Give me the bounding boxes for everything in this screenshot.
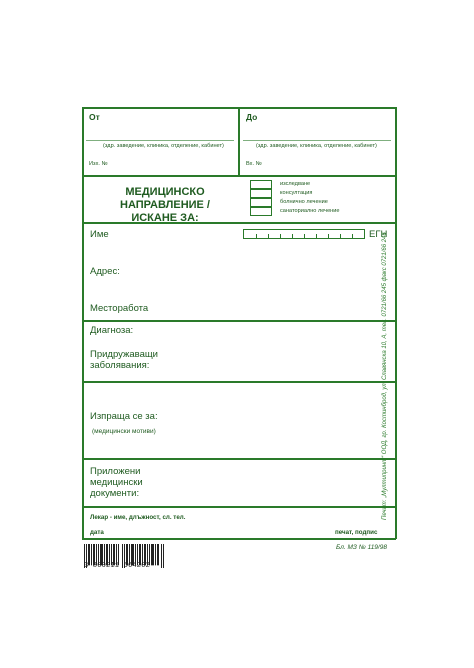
title-line-2: НАПРАВЛЕНИЕ / ИСКАНЕ ЗА: — [120, 199, 210, 224]
to-hint-line — [243, 140, 391, 141]
separator-6 — [82, 506, 396, 508]
stamp-signature-label: печат, подпис — [335, 529, 378, 536]
from-number: Изх. № — [89, 161, 108, 167]
checkbox-label-hospital-treatment: болнично лечение — [280, 199, 328, 205]
checkbox-hospital-treatment[interactable] — [250, 198, 272, 207]
egn-input[interactable] — [243, 229, 365, 239]
motives-label: (медицински мотиви) — [92, 428, 156, 435]
barcode-number: 3 800211 564202 — [84, 562, 151, 570]
border-right — [395, 107, 397, 539]
from-hint: (здр. заведение, клиника, отделение, кабинет) — [103, 143, 224, 149]
accompanying-label-1: Придружаващи — [90, 349, 158, 360]
accompanying-label-2: заболявания: — [90, 360, 150, 371]
separator-3 — [82, 320, 396, 322]
checkbox-label-consultation: консултация — [280, 190, 313, 196]
checkbox-label-examination: изследване — [280, 181, 311, 187]
checkbox-consultation[interactable] — [250, 189, 272, 198]
from-hint-line — [86, 140, 234, 141]
attached-label-1: Приложени — [90, 466, 141, 477]
attached-label-2: медицински — [90, 477, 143, 488]
to-hint: (здр. заведение, клиника, отделение, кабинет) — [256, 143, 377, 149]
doctor-label: Лекар - име, длъжност, сл. тел. — [90, 514, 186, 521]
printer-imprint: Печат: „Мултипринт“ ООД, гр. Костинброд, ул. Славянска 10, А, тел. 0721/66 245 факс 0721/66 246 — [382, 232, 388, 520]
border-left — [82, 107, 84, 539]
separator-1 — [82, 175, 396, 177]
border-bottom — [82, 538, 396, 540]
name-label: Име — [90, 229, 109, 240]
from-label: От — [89, 112, 100, 122]
sent-for-label: Изпраща се за: — [90, 411, 158, 422]
diagnosis-label: Диагноза: — [90, 325, 134, 336]
checkbox-examination[interactable] — [250, 180, 272, 189]
workplace-label: Месторабота — [90, 303, 149, 314]
checkbox-label-sanatorium-treatment: санаториално лечение — [280, 208, 340, 214]
checkbox-sanatorium-treatment[interactable] — [250, 207, 272, 216]
form-title — [100, 186, 230, 225]
to-number: Вх. № — [246, 161, 262, 167]
egn-label: ЕГН — [369, 229, 388, 240]
header-divider — [238, 107, 240, 175]
separator-5 — [82, 458, 396, 460]
date-label: дата — [90, 529, 104, 536]
to-label: До — [246, 112, 258, 122]
form-number: Бл. МЗ № 119/98 — [336, 544, 387, 551]
attached-label-3: документи: — [90, 488, 140, 499]
address-label: Адрес: — [90, 266, 120, 277]
separator-4 — [82, 381, 396, 383]
title-line-1: МЕДИЦИНСКО — [125, 186, 205, 198]
